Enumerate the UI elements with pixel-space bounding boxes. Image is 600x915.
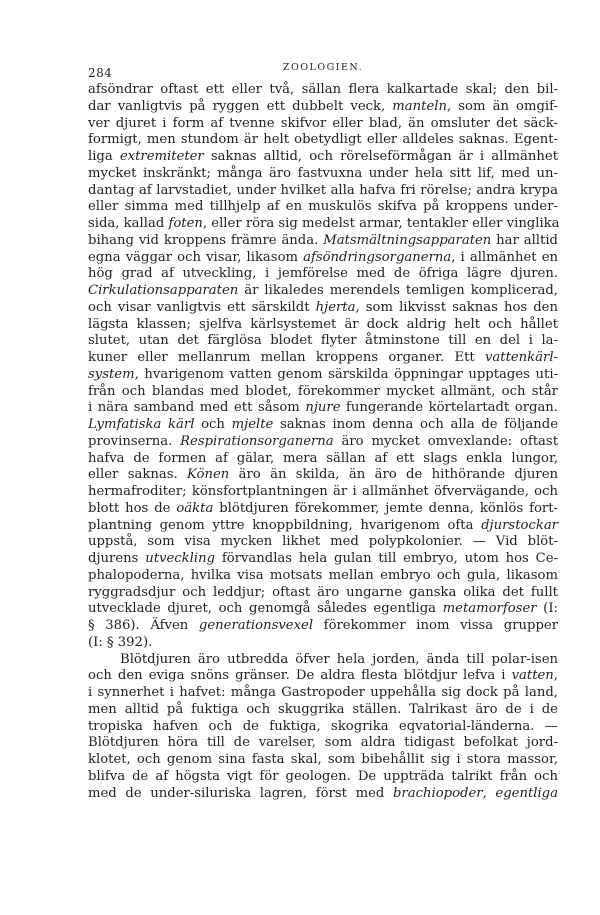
text-line — [88, 317, 558, 334]
text-line — [88, 367, 558, 384]
text-line — [88, 166, 558, 183]
italic-term: vattenkärl- — [484, 350, 558, 365]
italic-term: hjerta — [315, 299, 356, 315]
italic-term: brachiopoder — [392, 785, 483, 801]
text-line — [88, 518, 558, 535]
text-segment: plantning genom yttre knoppbildning, hvarigenom ofta — [88, 517, 482, 533]
text-segment: , som likvisst saknas hos den — [355, 299, 558, 315]
text-segment: , eller röra sig medelst armar, tentakler eller vinglika — [202, 216, 560, 231]
text-line — [88, 384, 558, 401]
text-segment: § 386). Äfven — [88, 618, 199, 633]
text-line — [88, 601, 558, 618]
italic-term: system — [88, 366, 135, 382]
text-segment: egna väggar och visar, likasom — [88, 249, 304, 265]
text-segment: liga — [88, 149, 120, 164]
text-segment: blötdjuren förekommer, jemte denna, könlös fort- — [213, 500, 558, 516]
text-line — [88, 233, 558, 250]
text-line — [88, 333, 558, 350]
italic-term: foten — [168, 216, 203, 231]
text-line — [88, 585, 558, 602]
text-segment: och visar vanligtvis ett särskildt — [88, 299, 316, 315]
text-line — [88, 400, 558, 417]
text-segment: är likaledes merendels temligen komplicerad, — [238, 283, 558, 298]
text-segment: från och blandas med blodet, förekommer mycket allmänt, och står — [88, 383, 558, 399]
text-segment: har alltid — [491, 232, 558, 248]
text-line — [88, 467, 558, 484]
text-line — [88, 719, 558, 736]
italic-term: afsöndringsorganerna — [303, 249, 452, 265]
text-line — [88, 752, 558, 769]
italic-term: mjelte — [231, 417, 274, 432]
text-segment: saknas inom denna och alla de följande — [273, 417, 558, 432]
running-head-title: ZOOLOGIEN. — [282, 62, 364, 73]
text-segment: i nära samband med ett såsom — [88, 400, 306, 416]
text-segment: , — [482, 785, 496, 801]
text-segment: dantag af larvstadiet, under hvilket alla hafva fri rörelse; andra krypa — [88, 182, 558, 198]
text-line — [88, 685, 558, 702]
italic-term: Lymfatiska kärl — [88, 417, 195, 432]
text-segment: klotet, och genom sina fasta skal, som bibehållit sig i stora massor, — [88, 752, 558, 767]
italic-term: manteln — [392, 98, 447, 114]
text-segment: förekommer inom vissa grupper — [313, 618, 558, 633]
body-text — [88, 82, 558, 802]
text-line — [88, 786, 558, 803]
text-line — [88, 149, 558, 166]
text-segment: hög grad af utveckling, i jemförelse med de öfriga lägre djuren. — [88, 266, 558, 282]
text-line — [88, 350, 558, 367]
text-segment: slutet, utan det färglösa blodet flyter åtminstone till en del i la- — [88, 333, 558, 349]
text-line — [88, 199, 558, 216]
text-segment: men alltid på fuktiga och skuggrika ställen. Talrikast äro de i de — [88, 701, 558, 717]
text-segment: ryggradsdjur och leddjur; oftast äro ungarne ganska olika det fullt — [88, 584, 558, 600]
text-segment: eller simma med tillhjelp af en muskulös skifva på kroppens under- — [88, 199, 558, 215]
text-line — [88, 769, 558, 786]
italic-term: vatten — [511, 668, 554, 684]
text-line — [88, 283, 558, 300]
text-segment: ver djuret i form af tvenne skifvor eller blad, än omsluter det säck- — [88, 115, 558, 131]
text-segment: , i allmänhet en — [451, 249, 558, 265]
text-segment: förvandlas hela gulan till embryo, utom hos Ce- — [215, 551, 558, 566]
text-line — [88, 183, 558, 200]
text-line — [88, 266, 558, 283]
text-line — [88, 652, 558, 669]
page-number: 284 — [88, 66, 113, 80]
text-segment: och den eviga snöns gränser. De aldra flesta blötdjur lefva i — [88, 668, 512, 684]
italic-term: Respirationsorganerna — [180, 433, 334, 449]
text-line — [88, 417, 558, 434]
italic-term: utveckling — [145, 551, 216, 566]
text-segment: bihang vid kroppens främre ända. — [88, 232, 324, 248]
italic-term: Cirkulationsapparaten — [88, 283, 239, 298]
text-segment: provinserna. — [88, 433, 181, 449]
italic-term: oäkta — [176, 500, 214, 516]
text-line — [88, 434, 558, 451]
text-line — [88, 635, 558, 652]
text-segment: Blötdjuren höra till de varelser, som aldra tidigast befolkat jord- — [88, 735, 558, 751]
text-segment: djurens — [88, 551, 146, 566]
text-segment: utvecklade djuret, och genomgå således egentliga — [88, 601, 443, 617]
text-segment: fungerande körtelartadt organ. — [340, 400, 558, 416]
italic-term: metamorfoser — [442, 601, 537, 617]
text-segment: kuner eller mellanrum mellan kroppens organer. Ett — [88, 350, 485, 365]
text-line — [88, 568, 558, 585]
text-line — [88, 501, 558, 518]
text-segment: hermafroditer; könsfortplantningen är i allmänhet öfvervägande, och — [88, 484, 558, 499]
text-segment: mycket inskränkt; många äro fastvuxna under hela sitt lif, med un- — [88, 165, 558, 181]
text-line — [88, 668, 558, 685]
text-segment: med de under-siluriska lagren, först med — [88, 785, 393, 801]
text-segment: i synnerhet i hafvet: många Gastropoder uppehålla sig dock på land, — [88, 685, 558, 700]
text-line — [88, 99, 558, 116]
text-segment: , hvarigenom vatten genom särskilda öppningar upptages uti- — [134, 366, 558, 382]
italic-term: Könen — [187, 467, 230, 483]
text-segment: och — [194, 417, 232, 432]
text-line — [88, 735, 558, 752]
text-segment: tropiska hafven och de fuktiga, skogrika eqvatorial-länderna. — — [88, 718, 558, 734]
text-line — [88, 618, 558, 635]
text-segment: afsöndrar oftast ett eller två, sällan flera kalkartade skal; den bil- — [88, 82, 558, 97]
text-line — [88, 484, 558, 501]
text-segment: lägsta klassen; sjelfva kärlsystemet är dock aldrig helt och hållet — [88, 316, 558, 332]
text-line — [88, 250, 558, 267]
text-segment: saknas alltid, och rörelseförmågan är i allmänhet — [203, 149, 558, 164]
text-segment: uppstå, som visa mycken likhet med polypkolonier. — Vid blöt- — [88, 534, 558, 550]
text-segment: sida, kallad — [88, 216, 169, 231]
text-line — [88, 116, 558, 133]
text-line — [88, 451, 558, 468]
text-segment: (I: § 392). — [88, 634, 153, 650]
text-line — [88, 82, 558, 99]
text-line — [88, 534, 558, 551]
text-segment: eller saknas. — [88, 467, 188, 483]
text-line — [88, 132, 558, 149]
text-segment: phalopoderna, hvilka visa motsats mellan embryo och gula, likasom — [88, 567, 558, 583]
italic-term: egentliga — [495, 785, 558, 801]
italic-term: generationsvexel — [198, 618, 314, 633]
italic-term: njure — [305, 400, 341, 416]
text-line — [88, 216, 558, 233]
running-head — [88, 60, 558, 80]
text-segment: (I: — [536, 601, 558, 617]
text-segment: formigt, men stundom är helt obetydligt eller alldeles saknas. Egent- — [88, 132, 558, 148]
text-segment: äro än skilda, än äro de hithörande djuren — [229, 467, 558, 483]
italic-term: djurstockar — [481, 517, 558, 533]
italic-term: Matsmältningsapparaten — [323, 232, 492, 248]
text-segment: blott hos de — [88, 500, 177, 516]
text-line — [88, 702, 558, 719]
text-line — [88, 300, 558, 317]
text-segment: , — [553, 668, 558, 684]
text-segment: , som än omgif- — [446, 98, 558, 114]
text-segment: blifva de af högsta vigt för geologen. De uppträda talrikt från och — [88, 768, 558, 784]
text-line — [88, 551, 558, 568]
text-segment: Blötdjuren äro utbredda öfver hela jorden, ända till polar-isen — [120, 651, 558, 667]
text-segment: hafva de formen af gälar, mera sällan af ett slags enkla lungor, — [88, 450, 558, 466]
text-segment: äro mycket omvexlande: oftast — [333, 433, 558, 449]
italic-term: extremiteter — [119, 149, 204, 164]
text-segment: dar vanligtvis på ryggen ett dubbelt veck, — [88, 98, 393, 114]
